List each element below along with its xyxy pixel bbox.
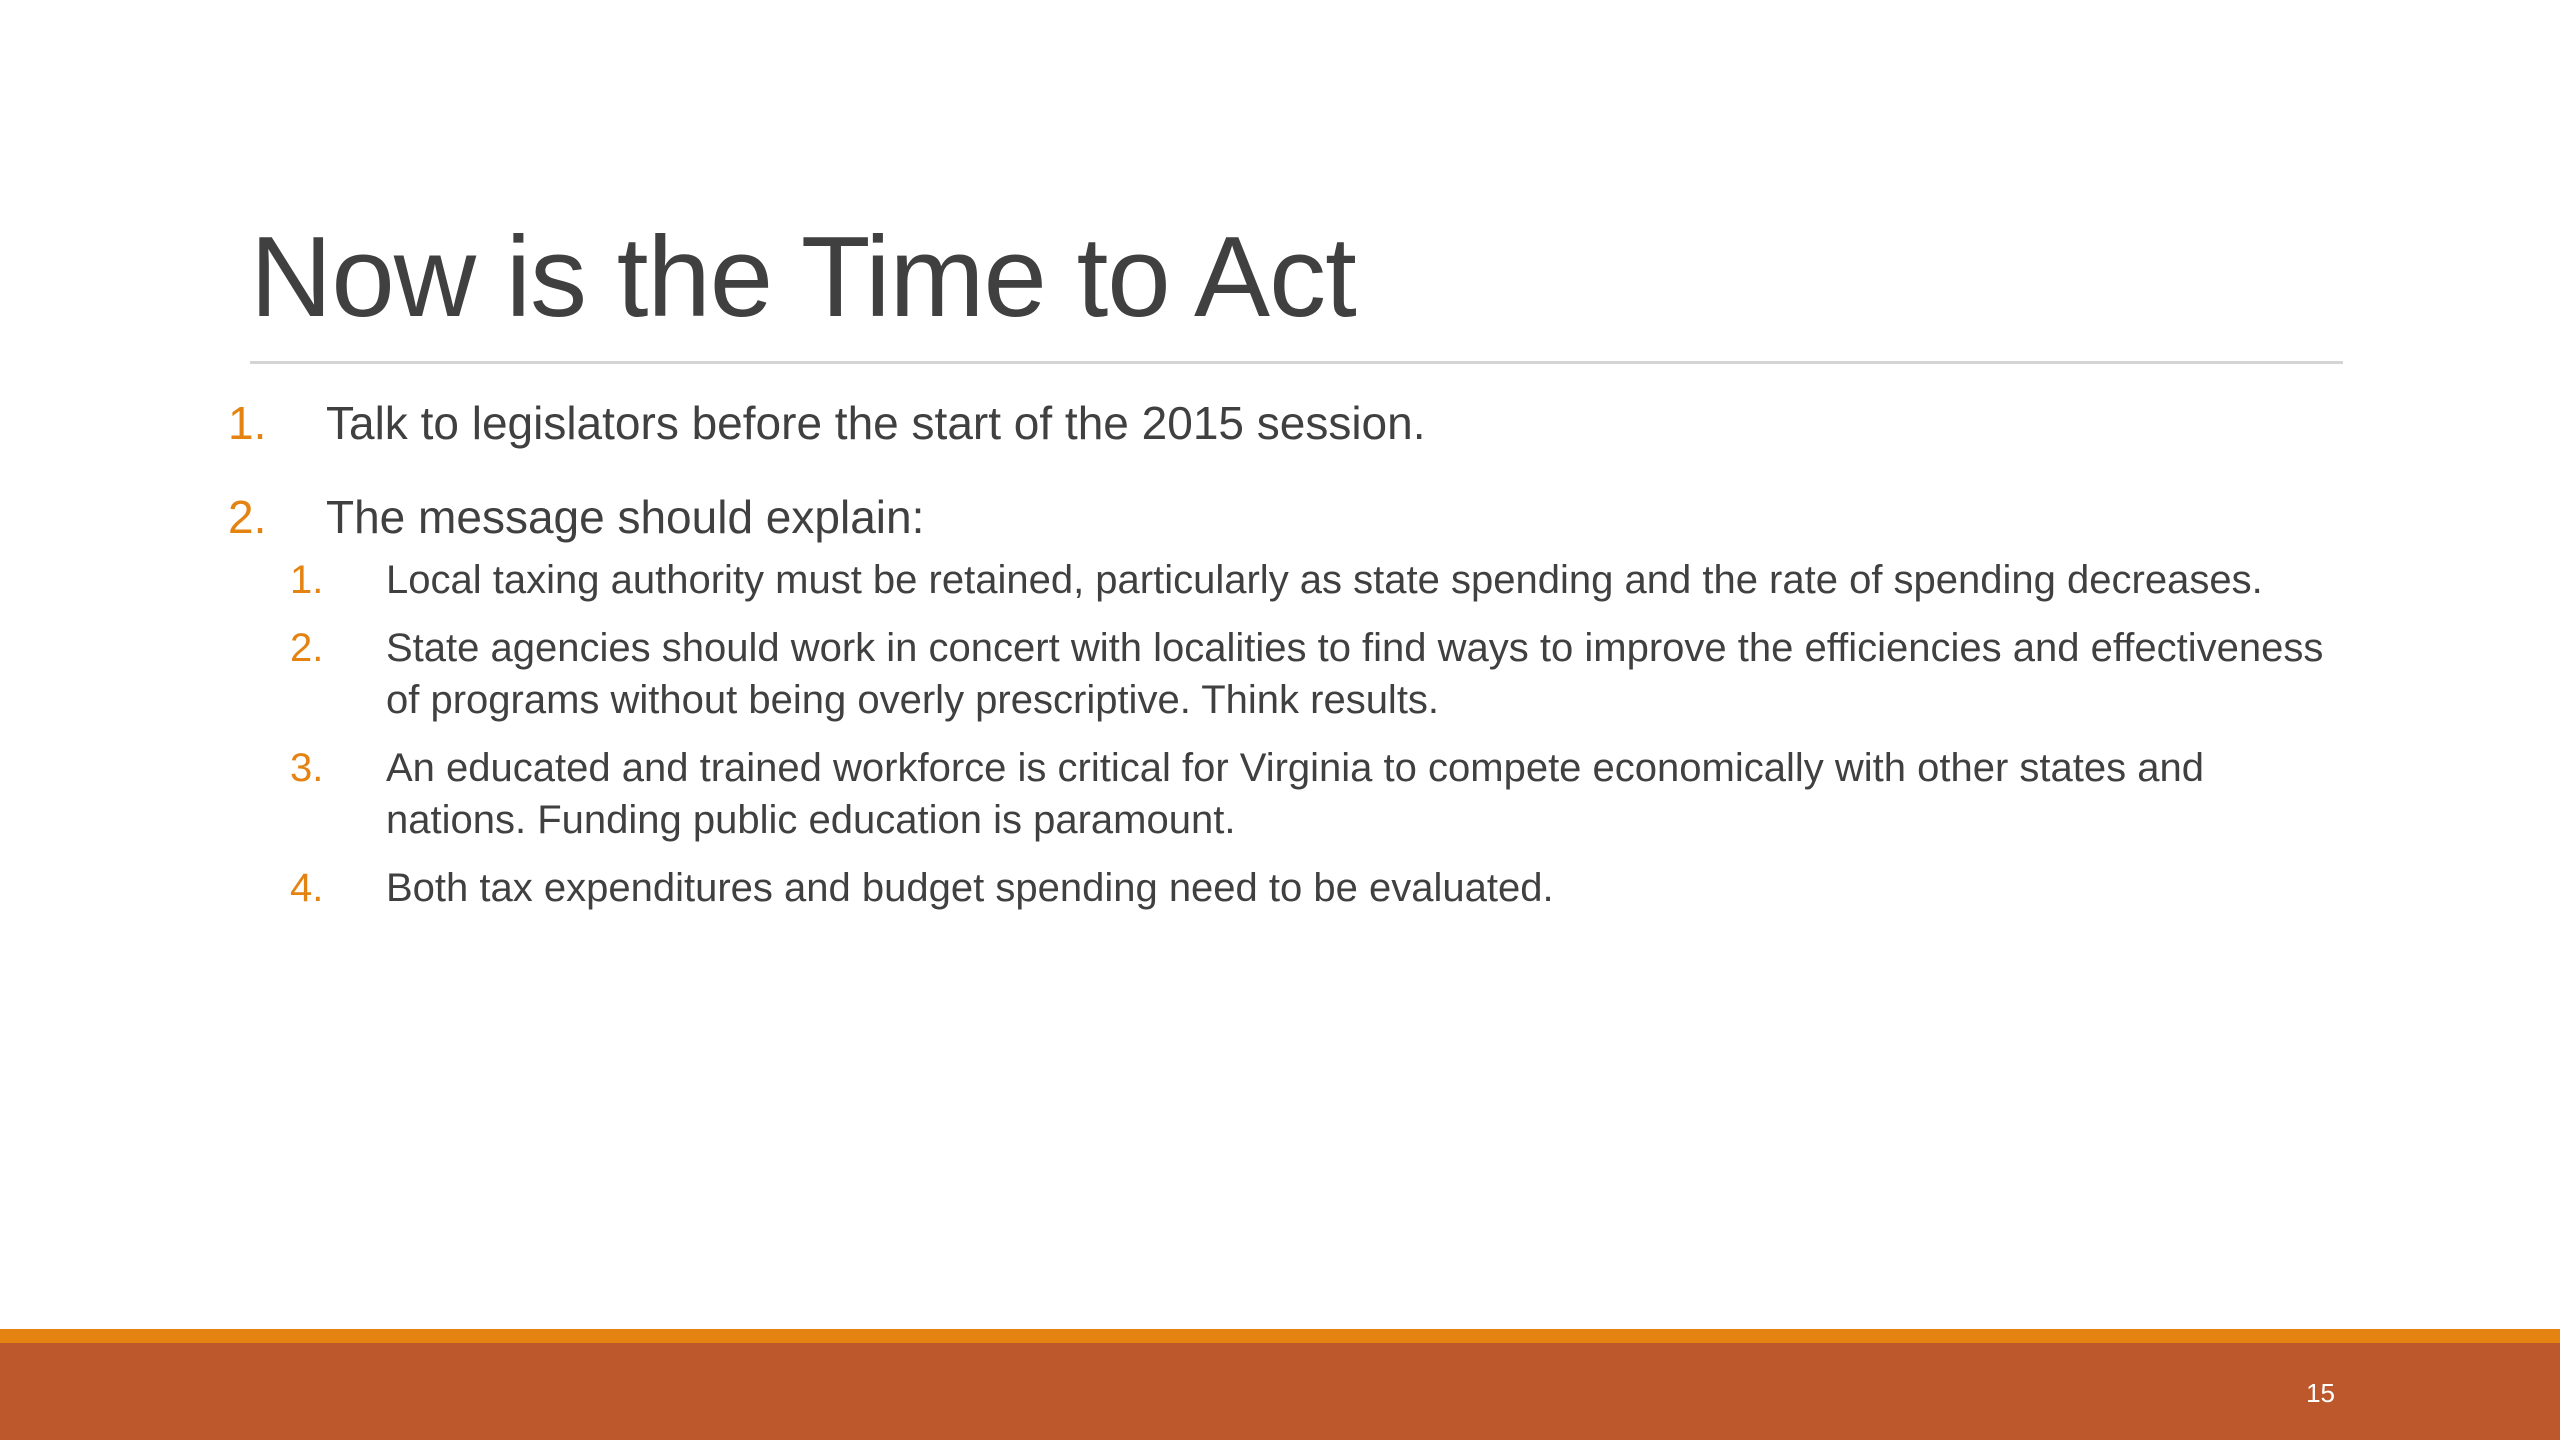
list-item-number: 1.: [228, 397, 267, 449]
sub-list-item-text: Local taxing authority must be retained, particularly as state spending and the rate of spending decreases.: [386, 558, 2263, 602]
slide-title: Now is the Time to Act: [250, 214, 1356, 341]
list-item-text: Talk to legislators before the start of the 2015 session.: [326, 397, 1426, 449]
sub-list-item-text: Both tax expenditures and budget spending need to be evaluated.: [386, 866, 1554, 910]
sub-list-item: [290, 862, 2348, 914]
title-divider: [250, 361, 2343, 364]
list-item: [228, 390, 2348, 456]
numbered-list: [228, 390, 2348, 942]
list-item-text: The message should explain:: [326, 491, 925, 543]
sub-list-item: [290, 622, 2348, 726]
sub-list-item: [290, 554, 2348, 606]
sub-list: [290, 554, 2348, 914]
footer-band: [0, 1343, 2560, 1440]
list-item-number: 2.: [228, 491, 267, 543]
sub-list-item-text: An educated and trained workforce is critical for Virginia to compete economically with other states and nations. Funding public education is paramount.: [386, 746, 2204, 842]
list-item: [228, 484, 2348, 914]
footer-accent-band: [0, 1329, 2560, 1343]
sub-list-item-number: 3.: [290, 746, 324, 790]
sub-list-item: [290, 742, 2348, 846]
sub-list-item-number: 1.: [290, 558, 324, 602]
sub-list-item-text: State agencies should work in concert with localities to find ways to improve the efficiencies and effectiveness of programs without being overly prescriptive. Think results.: [386, 626, 2324, 722]
sub-list-item-number: 2.: [290, 626, 324, 670]
page-number: 15: [2306, 1378, 2335, 1408]
sub-list-item-number: 4.: [290, 866, 324, 910]
